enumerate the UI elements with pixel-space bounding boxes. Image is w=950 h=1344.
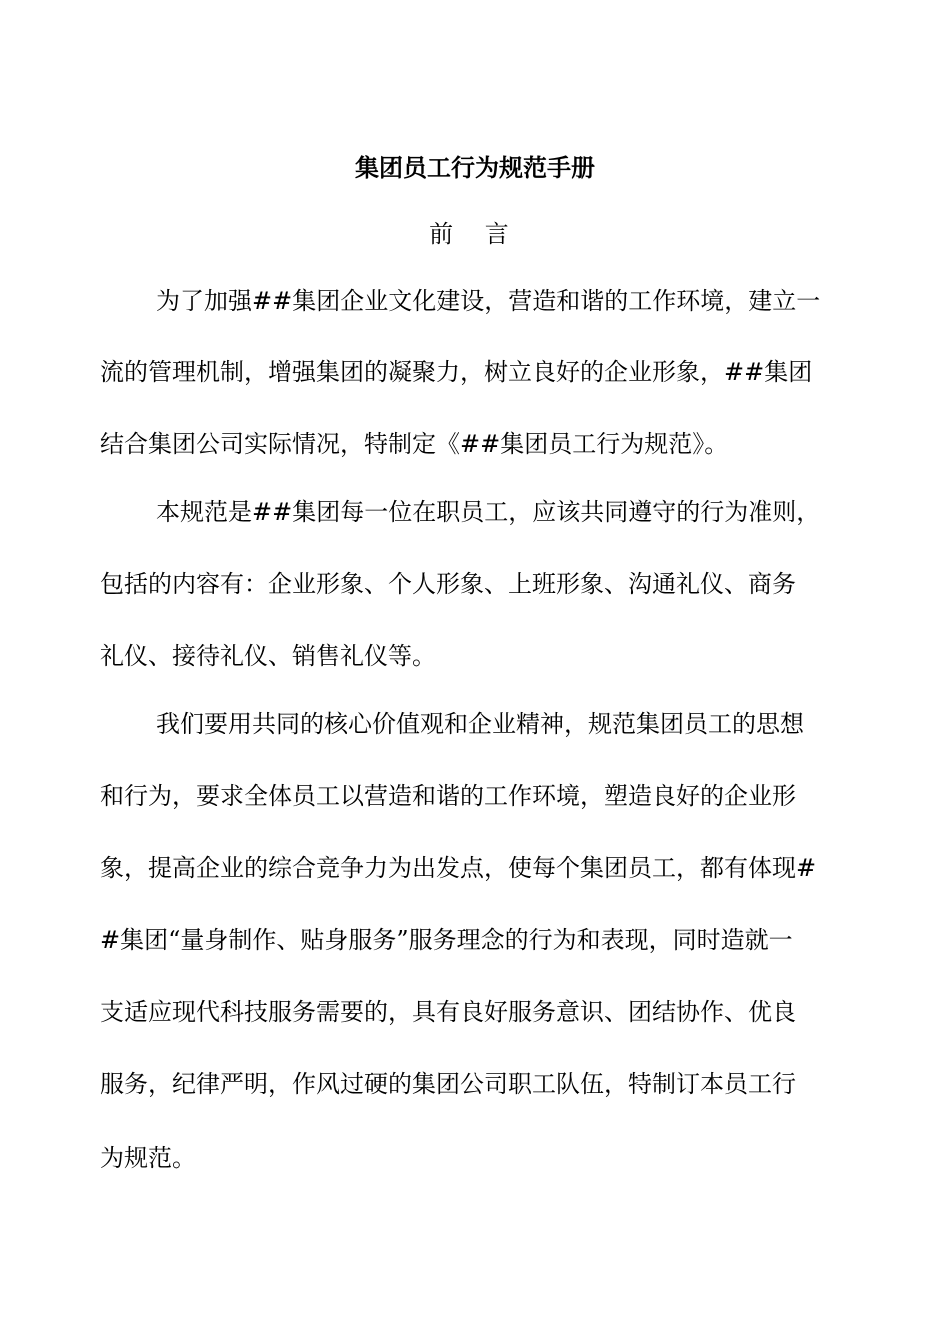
paragraph-line: 结合集团公司实际情况，特制定《##集团员工行为规范》。 <box>100 430 729 458</box>
paragraph-line: 流的管理机制，增强集团的凝聚力，树立良好的企业形象，##集团 <box>100 358 813 386</box>
document-title: 集团员工行为规范手册 <box>355 153 595 182</box>
paragraph-line: 和行为，要求全体员工以营造和谐的工作环境，塑造良好的企业形 <box>100 782 796 810</box>
paragraph-line: 为规范。 <box>100 1144 196 1172</box>
document-subtitle: 前 言 <box>429 220 521 248</box>
paragraph-line: 支适应现代科技服务需要的，具有良好服务意识、团结协作、优良 <box>100 998 796 1026</box>
paragraph-line: 服务，纪律严明，作风过硬的集团公司职工队伍，特制订本员工行 <box>100 1070 796 1098</box>
paragraph-line: 礼仪、接待礼仪、销售礼仪等。 <box>100 642 436 670</box>
paragraph-line: 本规范是##集团每一位在职员工，应该共同遵守的行为准则， <box>156 498 821 526</box>
paragraph-line: #集团“量身制作、贴身服务”服务理念的行为和表现，同时造就一 <box>100 926 793 954</box>
paragraph-line: 为了加强##集团企业文化建设，营造和谐的工作环境，建立一 <box>156 287 821 315</box>
paragraph-line: 包括的内容有：企业形象、个人形象、上班形象、沟通礼仪、商务 <box>100 570 796 598</box>
paragraph-line: 象，提高企业的综合竞争力为出发点，使每个集团员工，都有体现# <box>100 854 817 882</box>
paragraph-line: 我们要用共同的核心价值观和企业精神，规范集团员工的思想 <box>156 710 804 738</box>
